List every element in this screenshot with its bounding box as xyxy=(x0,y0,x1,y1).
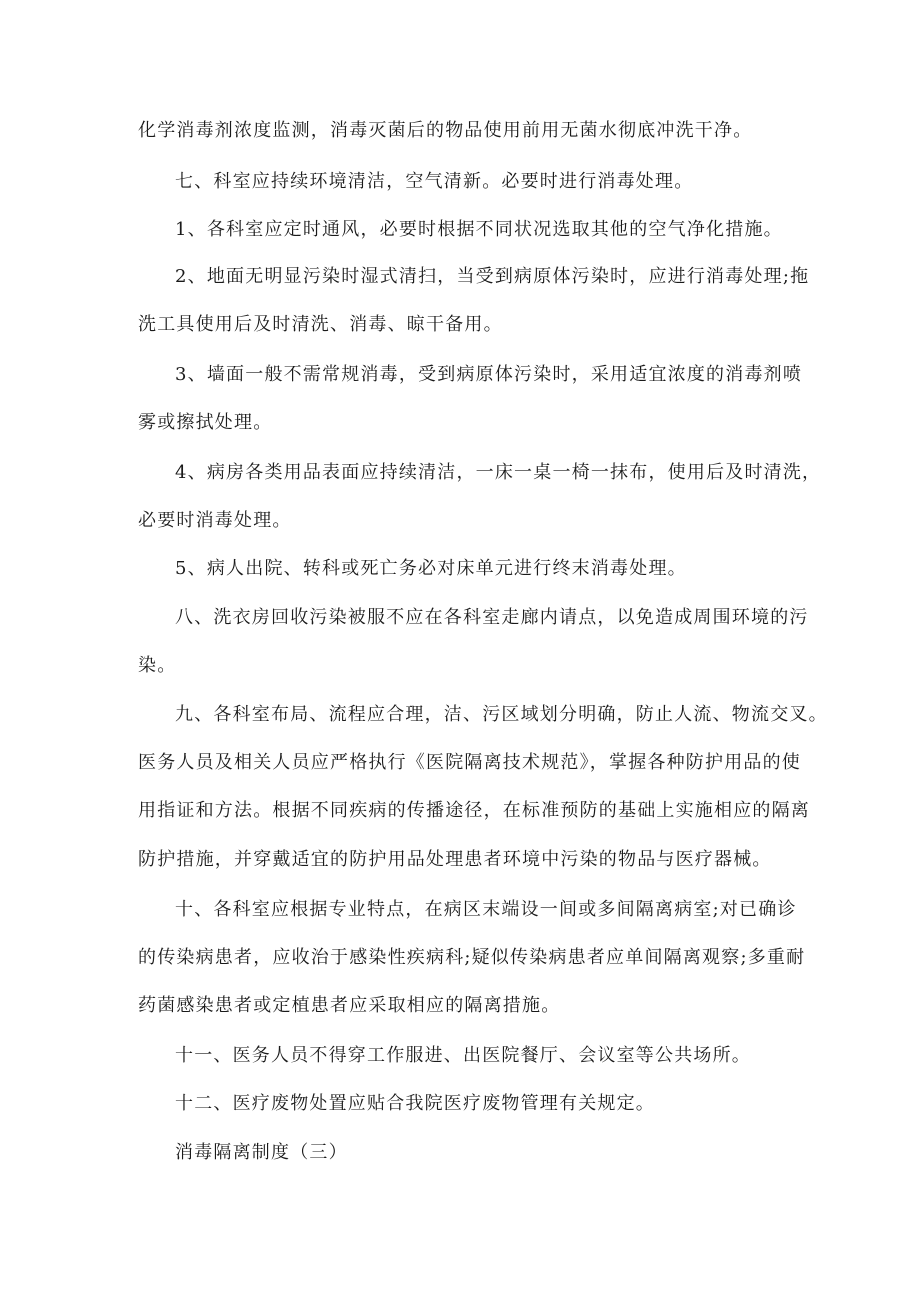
text-line-21: 十二、医疗废物处置应贴合我院医疗废物管理有关规定。 xyxy=(175,1093,655,1114)
text-line-5: 洗工具使用后及时清洗、消毒、晾干备用。 xyxy=(138,314,503,335)
text-line-11: 八、洗衣房回收污染被服不应在各科室走廊内请点，以免造成周围环境的污 xyxy=(175,607,809,628)
text-line-15: 用指证和方法。根据不同疾病的传播途径，在标准预防的基础上实施相应的隔离 xyxy=(138,800,810,821)
text-line-2: 七、科室应持续环境清洁，空气清新。必要时进行消毒处理。 xyxy=(175,171,694,192)
text-line-7: 雾或擦拭处理。 xyxy=(138,412,273,433)
text-line-19: 药菌感染患者或定植患者应采取相应的隔离措施。 xyxy=(138,995,561,1016)
text-line-14: 医务人员及相关人员应严格执行《医院隔离技术规范》，掌握各种防护用品的使 xyxy=(138,752,801,773)
text-line-20: 十一、医务人员不得穿工作服进、出医院餐厅、会议室等公共场所。 xyxy=(175,1045,751,1066)
text-line-4: 2、地面无明显污染时湿式清扫，当受到病原体污染时，应进行消毒处理;拖 xyxy=(175,266,810,287)
text-line-3: 1、各科室应定时通风，必要时根据不同状况选取其他的空气净化措施。 xyxy=(175,219,783,240)
text-line-16: 防护措施，并穿戴适宜的防护用品处理患者环境中污染的物品与医疗器械。 xyxy=(138,849,772,870)
text-line-18: 的传染病患者，应收治于感染性疾病科;疑似传染病患者应单间隔离观察;多重耐 xyxy=(138,947,806,968)
text-line-13: 九、各科室布局、流程应合理，洁、污区域划分明确，防止人流、物流交叉。 xyxy=(175,704,828,725)
text-line-8: 4、病房各类用品表面应持续清洁，一床一桌一椅一抹布，使用后及时清洗， xyxy=(175,462,822,483)
text-line-12: 染。 xyxy=(138,655,177,676)
text-line-17: 十、各科室应根据专业特点，在病区末端设一间或多间隔离病室;对已确诊 xyxy=(175,899,797,920)
text-line-9: 必要时消毒处理。 xyxy=(138,510,292,531)
text-line-10: 5、病人出院、转科或死亡务必对床单元进行终末消毒处理。 xyxy=(175,558,687,579)
text-line-6: 3、墙面一般不需常规消毒，受到病原体污染时，采用适宜浓度的消毒剂喷 xyxy=(175,364,803,385)
section-heading: 消毒隔离制度（三） xyxy=(175,1142,348,1163)
text-line-1: 化学消毒剂浓度监测，消毒灭菌后的物品使用前用无菌水彻底冲洗干净。 xyxy=(138,120,753,141)
